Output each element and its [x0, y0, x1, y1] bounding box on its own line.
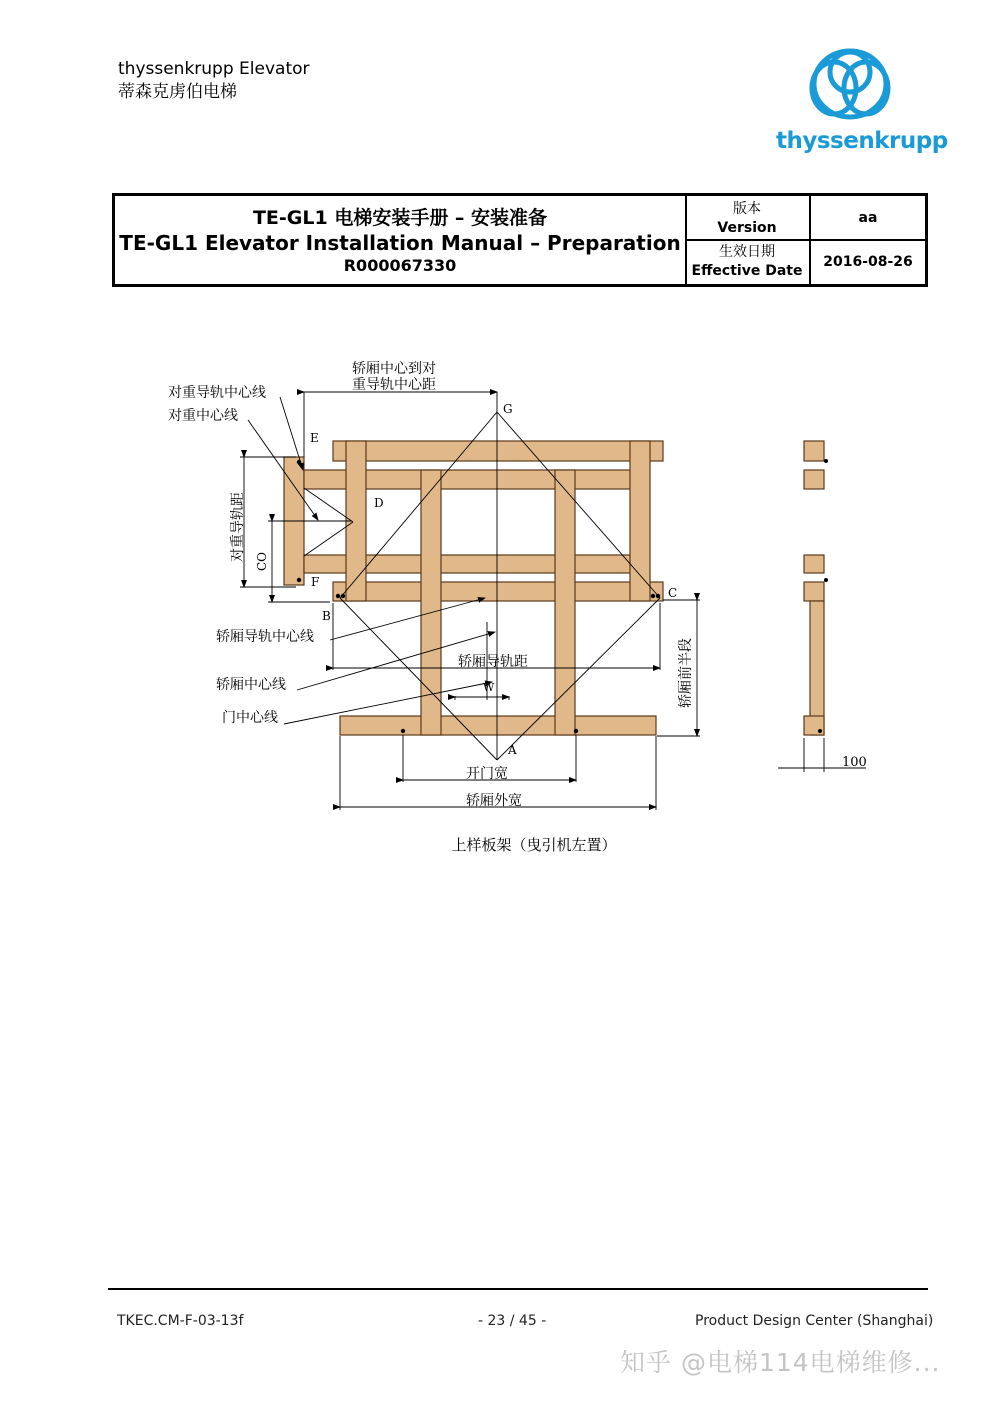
company-name-cn: 蒂森克虏伯电梯: [118, 82, 237, 102]
label-cw-rail-center: 对重导轨中心线: [168, 385, 266, 401]
side-view-4: [804, 582, 824, 601]
point-e: E: [310, 431, 319, 445]
title-en: TE-GL1 Elevator Installation Manual – Preparation: [119, 231, 681, 255]
label-car-to-cw-rail-2: 重导轨中心距: [352, 377, 436, 393]
label-car-rail-center: 轿厢导轨中心线: [216, 629, 314, 645]
title-cn: TE-GL1 电梯安装手册 – 安装准备: [252, 207, 548, 229]
point-a: A: [508, 743, 517, 757]
label-door-center: 门中心线: [222, 710, 278, 726]
date-value: 2016-08-26: [823, 254, 913, 270]
point-d: D: [374, 496, 384, 510]
label-w: W: [483, 681, 495, 694]
version-label-cn: 版本: [733, 201, 761, 217]
label-car-outer-width: 轿厢外宽: [466, 793, 522, 809]
footer-divider: [108, 1288, 928, 1290]
date-label-cn: 生效日期: [719, 244, 775, 260]
footer-department: Product Design Center (Shanghai): [695, 1313, 934, 1329]
label-car-center: 轿厢中心线: [216, 677, 286, 693]
side-view-vertical: [810, 601, 824, 735]
label-dim-100: 100: [842, 755, 867, 770]
watermark: 知乎 @电梯114电梯维修...: [620, 1348, 941, 1377]
footer-form-number: TKEC.CM-F-03-13f: [117, 1313, 244, 1329]
point-b: B: [322, 609, 331, 623]
version-label-en: Version: [717, 220, 777, 236]
document-title: [115, 196, 687, 284]
company-name-en: thyssenkrupp Elevator: [118, 59, 310, 79]
company-name: [118, 58, 310, 104]
figure-caption: 上样板架（曳引机左置）: [451, 836, 617, 854]
version-label: [685, 196, 811, 241]
bottom-board: [340, 716, 656, 735]
version-value: aa: [811, 196, 925, 241]
label-front-half: 轿厢前半段: [678, 638, 694, 708]
thyssenkrupp-logo: [776, 44, 948, 162]
point-g: G: [503, 402, 513, 416]
side-view-2: [804, 470, 824, 489]
right-vertical: [630, 441, 650, 601]
top-board: [333, 441, 663, 461]
door-right-vertical: [555, 470, 575, 735]
logo-emblem-icon: [776, 44, 924, 128]
logo-wordmark: thyssenkrupp: [776, 128, 948, 154]
label-door-width: 开门宽: [466, 766, 508, 782]
door-left-vertical: [421, 470, 441, 735]
date-label-en: Effective Date: [691, 263, 803, 279]
footer-page-number: - 23 / 45 -: [478, 1313, 547, 1329]
point-f: F: [311, 575, 320, 589]
side-view-top: [804, 441, 824, 461]
doc-number: R000067330: [343, 256, 457, 275]
template-frame-drawing: [0, 340, 992, 830]
date-label: [685, 241, 811, 284]
label-car-rail-distance: 轿厢导轨距: [458, 654, 528, 670]
title-block: [112, 193, 928, 287]
point-c: C: [668, 586, 678, 600]
label-co: CO: [255, 551, 269, 571]
label-cw-rail-distance: 对重导轨距: [230, 492, 246, 562]
side-view-3: [804, 555, 824, 573]
label-car-to-cw-rail-1: 轿厢中心到对: [352, 361, 436, 377]
label-cw-center: 对重中心线: [168, 408, 238, 424]
car-rail-board: [333, 582, 663, 601]
